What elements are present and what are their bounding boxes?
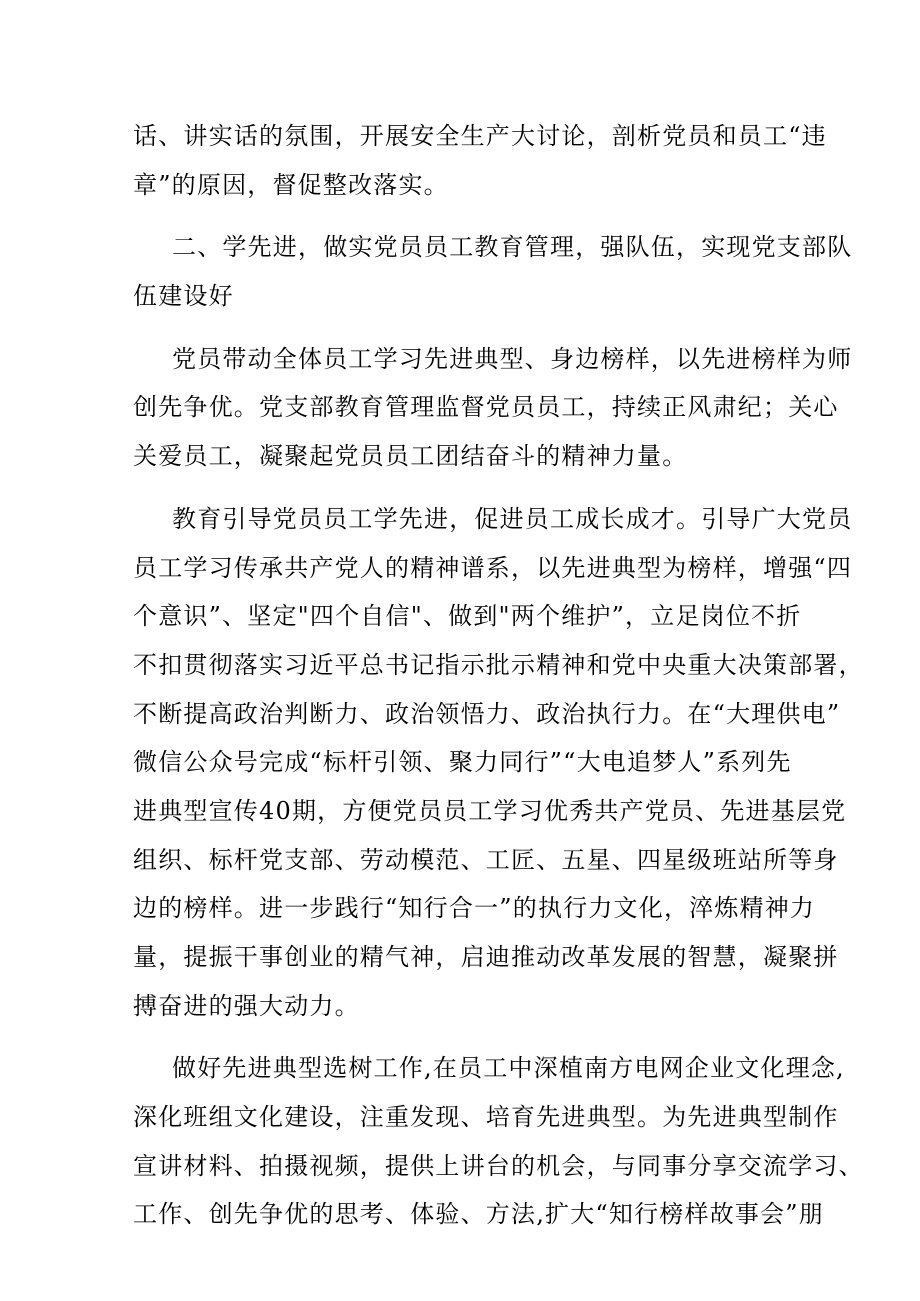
paragraph bbox=[133, 1044, 864, 1239]
text-line: 边的榜样。进一步践行“知行合一”的执行力文化，淬炼精神力 bbox=[133, 894, 816, 923]
text-line: 量，提振干事创业的精气神，启迪推动改革发展的智慧，凝聚拼 bbox=[133, 943, 839, 971]
text-line: 创先争优。党支部教育管理监督党员员工，持续正风肃纪；关心 bbox=[133, 393, 839, 422]
paragraph-continuation bbox=[133, 112, 827, 209]
paragraph bbox=[133, 335, 853, 481]
text-line: 深化班组文化建设，注重发现、培育先进典型。为先进典型制作 bbox=[133, 1103, 839, 1132]
heading-line: 伍建设好 bbox=[133, 282, 234, 311]
text-line: 微信公众号完成“标杆引领、聚力同行”“大电追梦人”系列先 bbox=[133, 748, 792, 777]
text-line: 工作、创先争优的思考、体验、方法,扩大“知行榜样故事会”朋 bbox=[133, 1200, 824, 1229]
heading-line: 二、学先进，做实党员员工教育管理，强队伍，实现党支部队 bbox=[172, 233, 853, 262]
text-line: 不断提高政治判断力、政治领悟力、政治执行力。在“大理供电” bbox=[133, 699, 841, 728]
text-line: 进典型宣传40期，方便党员员工学习优秀共产党员、先进基层党 bbox=[133, 796, 847, 825]
text-line: 搏奋进的强大动力。 bbox=[133, 991, 360, 1020]
text-line: 个意识”、坚定"四个自信"、做到"两个维护”，立足岗位不折 bbox=[133, 602, 802, 631]
text-line: 不扣贯彻落实习近平总书记指示批示精神和党中央重大决策部署， bbox=[133, 650, 864, 679]
text-line: 党员带动全体员工学习先进典型、身边榜样，以先进榜样为师 bbox=[172, 344, 853, 373]
text-line: 章”的原因，督促整改落实。 bbox=[133, 170, 449, 199]
text-line: 教育引导党员员工学先进，促进员工成长成才。引导广大党员 bbox=[172, 504, 853, 533]
text-line: 组织、标杆党支部、劳动模范、工匠、五星、四星级班站所等身 bbox=[133, 845, 839, 874]
text-line: 关爱员工，凝聚起党员员工团结奋斗的精神力量。 bbox=[133, 442, 688, 471]
section-heading bbox=[133, 223, 853, 320]
paragraph bbox=[133, 495, 864, 1031]
text-line: 做好先进典型选树工作,在员工中深植南方电网企业文化理念, bbox=[172, 1054, 845, 1083]
text-line: 员工学习传承共产党人的精神谱系，以先进典型为榜样，增强“四 bbox=[133, 553, 853, 582]
text-line: 话、讲实话的氛围，开展安全生产大讨论，剖析党员和员工“违 bbox=[133, 122, 827, 150]
text-line: 宣讲材料、拍摄视频，提供上讲台的机会，与同事分享交流学习、 bbox=[133, 1151, 864, 1180]
document-body bbox=[133, 112, 864, 1239]
